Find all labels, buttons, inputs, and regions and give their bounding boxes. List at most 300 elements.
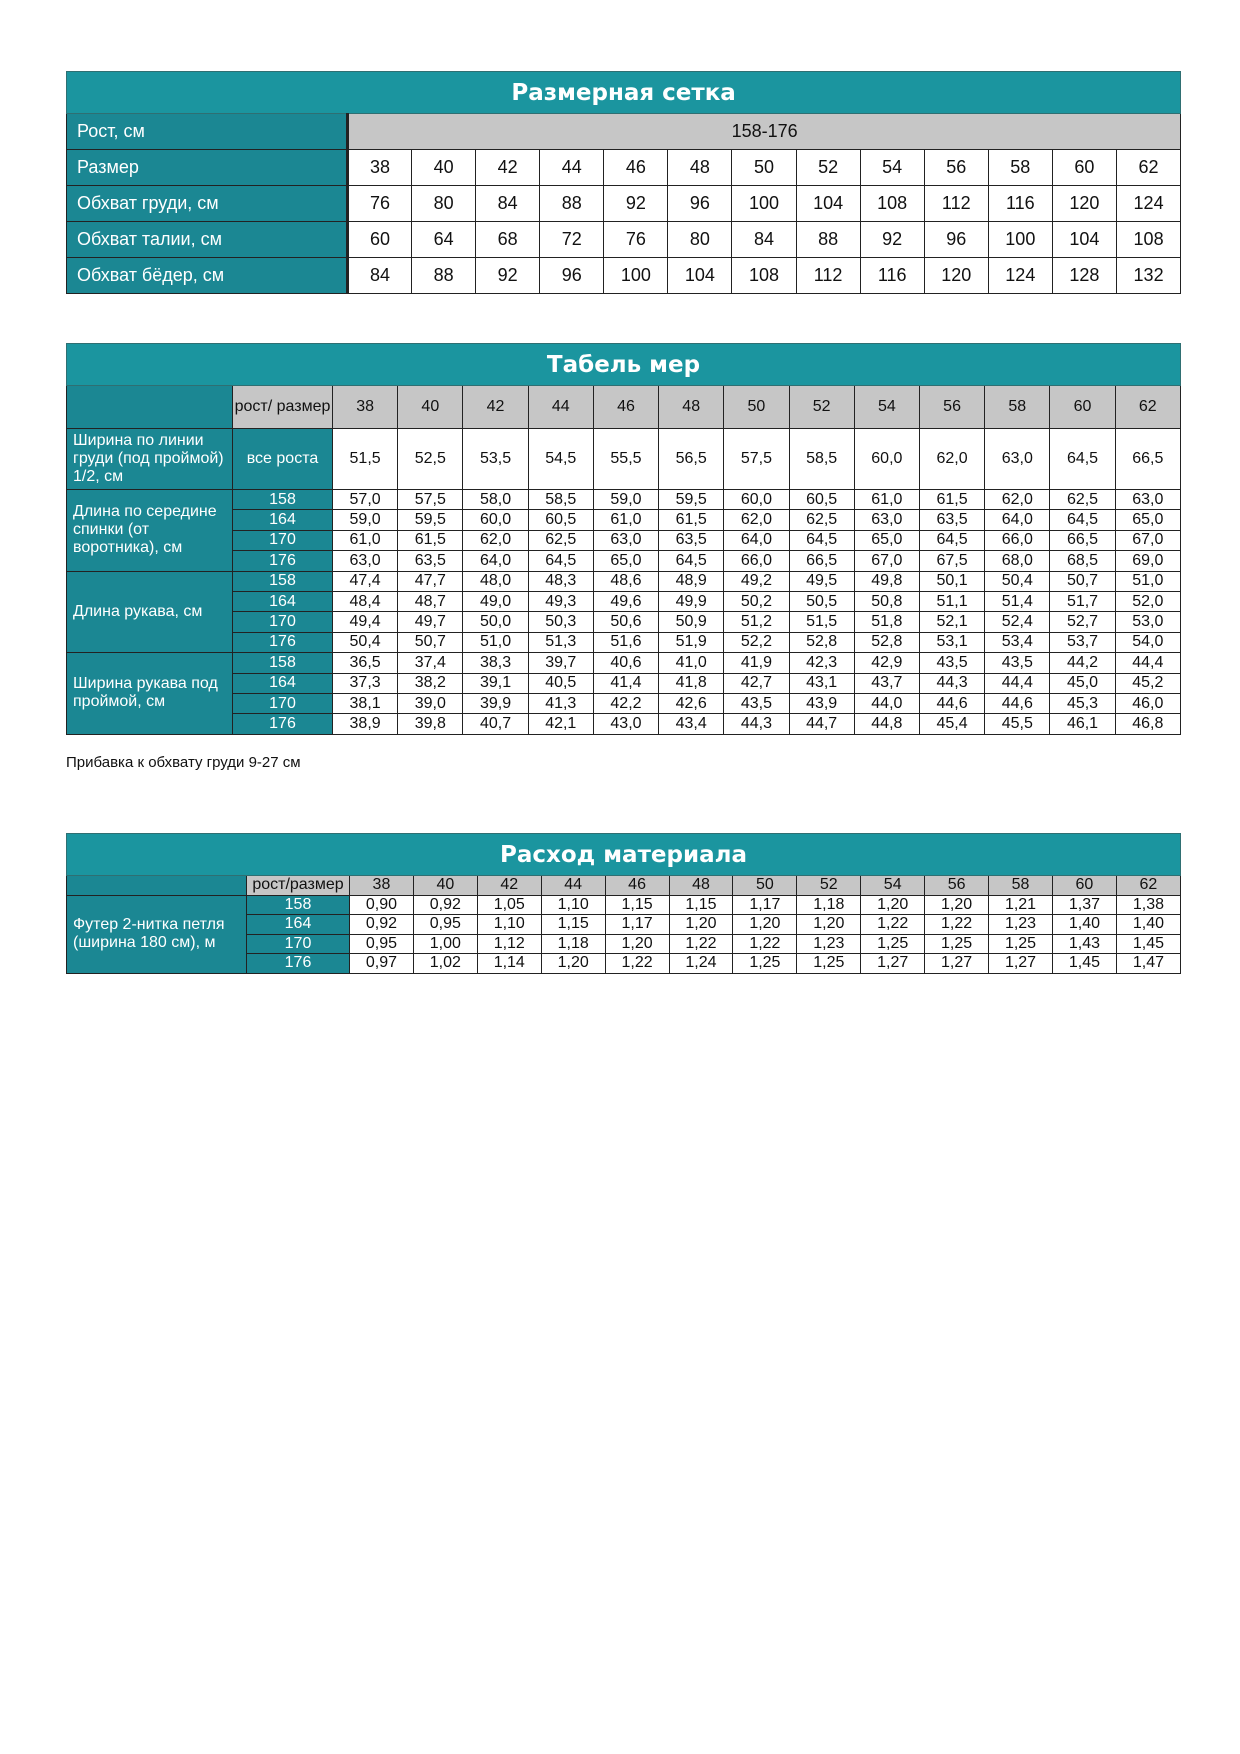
value-cell: 62,5 bbox=[789, 510, 854, 530]
table-row bbox=[67, 551, 1181, 571]
value-cell: 0,95 bbox=[413, 915, 477, 935]
value-cell: 1,24 bbox=[669, 954, 733, 974]
value-cell: 64,5 bbox=[789, 530, 854, 550]
value-cell: 49,0 bbox=[463, 591, 528, 611]
value-cell: 1,27 bbox=[861, 954, 925, 974]
height-cell: 158 bbox=[247, 895, 350, 915]
size-header-cell: 44 bbox=[528, 386, 593, 429]
size-grid-table bbox=[66, 71, 1181, 294]
value-cell: 44,6 bbox=[919, 693, 984, 713]
height-cell: 164 bbox=[233, 510, 333, 530]
value-cell: 54,5 bbox=[528, 429, 593, 490]
value-cell: 44,7 bbox=[789, 714, 854, 734]
value-cell: 44,0 bbox=[854, 693, 919, 713]
value-cell: 39,0 bbox=[398, 693, 463, 713]
value-cell: 1,25 bbox=[861, 934, 925, 954]
value-cell: 44,6 bbox=[985, 693, 1050, 713]
value-cell: 63,0 bbox=[593, 530, 658, 550]
value-cell: 0,92 bbox=[350, 915, 414, 935]
value-cell: 66,5 bbox=[789, 551, 854, 571]
table-row bbox=[67, 653, 1181, 673]
value-cell: 59,5 bbox=[659, 490, 724, 510]
table-row bbox=[67, 510, 1181, 530]
value-cell: 112 bbox=[796, 258, 860, 294]
value-cell: 96 bbox=[924, 222, 988, 258]
value-cell: 60 bbox=[348, 222, 412, 258]
value-cell: 1,02 bbox=[413, 954, 477, 974]
value-cell: 1,15 bbox=[669, 895, 733, 915]
value-cell: 116 bbox=[988, 186, 1052, 222]
value-cell: 1,23 bbox=[989, 915, 1053, 935]
value-cell: 120 bbox=[924, 258, 988, 294]
value-cell: 112 bbox=[924, 186, 988, 222]
value-cell: 38,9 bbox=[333, 714, 398, 734]
value-cell: 39,7 bbox=[528, 653, 593, 673]
value-cell: 58,0 bbox=[463, 490, 528, 510]
height-cell: 164 bbox=[247, 915, 350, 935]
value-cell: 40,6 bbox=[593, 653, 658, 673]
size-header-cell: 58 bbox=[988, 150, 1052, 186]
value-cell: 64,5 bbox=[1050, 510, 1115, 530]
value-cell: 128 bbox=[1052, 258, 1116, 294]
value-cell: 68,0 bbox=[985, 551, 1050, 571]
value-cell: 1,10 bbox=[541, 895, 605, 915]
size-header-cell: 54 bbox=[854, 386, 919, 429]
value-cell: 1,05 bbox=[477, 895, 541, 915]
value-cell: 47,7 bbox=[398, 571, 463, 591]
value-cell: 42,1 bbox=[528, 714, 593, 734]
value-cell: 100 bbox=[988, 222, 1052, 258]
value-cell: 59,5 bbox=[398, 510, 463, 530]
height-cell: все роста bbox=[233, 429, 333, 490]
size-header-cell: 48 bbox=[668, 150, 732, 186]
value-cell: 1,00 bbox=[413, 934, 477, 954]
corner-blank bbox=[67, 876, 247, 896]
value-cell: 51,5 bbox=[333, 429, 398, 490]
value-cell: 48,0 bbox=[463, 571, 528, 591]
size-header-cell: 50 bbox=[733, 876, 797, 896]
value-cell: 40,5 bbox=[528, 673, 593, 693]
value-cell: 51,1 bbox=[919, 591, 984, 611]
value-cell: 1,20 bbox=[733, 915, 797, 935]
value-cell: 50,8 bbox=[854, 591, 919, 611]
value-cell: 1,40 bbox=[1052, 915, 1116, 935]
value-cell: 49,8 bbox=[854, 571, 919, 591]
value-cell: 63,0 bbox=[333, 551, 398, 571]
value-cell: 65,0 bbox=[854, 530, 919, 550]
value-cell: 1,23 bbox=[797, 934, 861, 954]
value-cell: 88 bbox=[796, 222, 860, 258]
value-cell: 36,5 bbox=[333, 653, 398, 673]
value-cell: 50,4 bbox=[985, 571, 1050, 591]
value-cell: 63,0 bbox=[854, 510, 919, 530]
table-row bbox=[67, 714, 1181, 734]
value-cell: 53,7 bbox=[1050, 632, 1115, 652]
value-cell: 100 bbox=[604, 258, 668, 294]
value-cell: 47,4 bbox=[333, 571, 398, 591]
height-cell: 170 bbox=[233, 612, 333, 632]
value-cell: 60,0 bbox=[854, 429, 919, 490]
value-cell: 1,10 bbox=[477, 915, 541, 935]
value-cell: 52,0 bbox=[1115, 591, 1180, 611]
value-cell: 44,3 bbox=[724, 714, 789, 734]
value-cell: 60,0 bbox=[463, 510, 528, 530]
value-cell: 53,0 bbox=[1115, 612, 1180, 632]
value-cell: 57,5 bbox=[398, 490, 463, 510]
size-header-cell: 62 bbox=[1115, 386, 1180, 429]
value-cell: 51,8 bbox=[854, 612, 919, 632]
size-header-cell: 40 bbox=[413, 876, 477, 896]
value-cell: 1,47 bbox=[1116, 954, 1180, 974]
size-header-cell: 52 bbox=[796, 150, 860, 186]
value-cell: 64 bbox=[412, 222, 476, 258]
value-cell: 44,3 bbox=[919, 673, 984, 693]
chest-width-label: Ширина по линии груди (под проймой) 1/2, см bbox=[67, 429, 233, 490]
value-cell: 76 bbox=[348, 186, 412, 222]
value-cell: 62,0 bbox=[985, 490, 1050, 510]
group-label: Длина по середине спинки (от воротника), см bbox=[67, 490, 233, 572]
value-cell: 53,5 bbox=[463, 429, 528, 490]
size-header-cell: 50 bbox=[724, 386, 789, 429]
value-cell: 50,9 bbox=[659, 612, 724, 632]
value-cell: 52,8 bbox=[854, 632, 919, 652]
size-header-cell: 42 bbox=[463, 386, 528, 429]
value-cell: 52,7 bbox=[1050, 612, 1115, 632]
height-cell: 176 bbox=[233, 551, 333, 571]
value-cell: 76 bbox=[604, 222, 668, 258]
value-cell: 61,0 bbox=[333, 530, 398, 550]
measure-table-title: Табель мер bbox=[67, 344, 1181, 386]
value-cell: 49,5 bbox=[789, 571, 854, 591]
size-label: Размер bbox=[67, 150, 348, 186]
value-cell: 67,5 bbox=[919, 551, 984, 571]
value-cell: 61,5 bbox=[659, 510, 724, 530]
value-cell: 88 bbox=[540, 186, 604, 222]
size-header-cell: 56 bbox=[919, 386, 984, 429]
height-cell: 170 bbox=[247, 934, 350, 954]
value-cell: 48,6 bbox=[593, 571, 658, 591]
value-cell: 59,0 bbox=[333, 510, 398, 530]
size-header-cell: 40 bbox=[412, 150, 476, 186]
value-cell: 1,25 bbox=[989, 934, 1053, 954]
value-cell: 1,40 bbox=[1116, 915, 1180, 935]
value-cell: 1,15 bbox=[541, 915, 605, 935]
value-cell: 1,27 bbox=[925, 954, 989, 974]
value-cell: 92 bbox=[476, 258, 540, 294]
value-cell: 63,5 bbox=[398, 551, 463, 571]
value-cell: 50,6 bbox=[593, 612, 658, 632]
value-cell: 57,5 bbox=[724, 429, 789, 490]
value-cell: 48,3 bbox=[528, 571, 593, 591]
size-header-cell: 38 bbox=[333, 386, 398, 429]
value-cell: 51,3 bbox=[528, 632, 593, 652]
size-header-cell: 60 bbox=[1052, 150, 1116, 186]
value-cell: 51,4 bbox=[985, 591, 1050, 611]
value-cell: 62,0 bbox=[724, 510, 789, 530]
value-cell: 1,25 bbox=[925, 934, 989, 954]
value-cell: 72 bbox=[540, 222, 604, 258]
value-cell: 43,5 bbox=[985, 653, 1050, 673]
value-cell: 1,17 bbox=[605, 915, 669, 935]
value-cell: 43,4 bbox=[659, 714, 724, 734]
value-cell: 42,3 bbox=[789, 653, 854, 673]
value-cell: 43,5 bbox=[724, 693, 789, 713]
value-cell: 44,4 bbox=[1115, 653, 1180, 673]
value-cell: 120 bbox=[1052, 186, 1116, 222]
value-cell: 66,0 bbox=[724, 551, 789, 571]
value-cell: 1,14 bbox=[477, 954, 541, 974]
size-header-cell: 40 bbox=[398, 386, 463, 429]
size-header-cell: 58 bbox=[989, 876, 1053, 896]
value-cell: 51,0 bbox=[463, 632, 528, 652]
size-header-cell: 60 bbox=[1052, 876, 1116, 896]
value-cell: 64,0 bbox=[985, 510, 1050, 530]
value-cell: 41,9 bbox=[724, 653, 789, 673]
value-cell: 1,17 bbox=[733, 895, 797, 915]
value-cell: 63,5 bbox=[919, 510, 984, 530]
value-cell: 62,0 bbox=[919, 429, 984, 490]
size-header-cell: 44 bbox=[540, 150, 604, 186]
value-cell: 46,8 bbox=[1115, 714, 1180, 734]
value-cell: 0,97 bbox=[350, 954, 414, 974]
value-cell: 108 bbox=[732, 258, 796, 294]
value-cell: 43,0 bbox=[593, 714, 658, 734]
value-cell: 66,5 bbox=[1115, 429, 1180, 490]
value-cell: 38,1 bbox=[333, 693, 398, 713]
value-cell: 37,3 bbox=[333, 673, 398, 693]
value-cell: 49,7 bbox=[398, 612, 463, 632]
value-cell: 38,3 bbox=[463, 653, 528, 673]
size-grid-title: Размерная сетка bbox=[67, 72, 1181, 114]
value-cell: 39,8 bbox=[398, 714, 463, 734]
value-cell: 65,0 bbox=[1115, 510, 1180, 530]
material-table-title: Расход материала bbox=[67, 834, 1181, 876]
row-label: Обхват груди, см bbox=[67, 186, 348, 222]
value-cell: 1,12 bbox=[477, 934, 541, 954]
table-row bbox=[67, 530, 1181, 550]
value-cell: 48,9 bbox=[659, 571, 724, 591]
value-cell: 1,20 bbox=[605, 934, 669, 954]
size-header-cell: 54 bbox=[860, 150, 924, 186]
value-cell: 1,37 bbox=[1052, 895, 1116, 915]
value-cell: 44,4 bbox=[985, 673, 1050, 693]
fabric-label: Футер 2-нитка петля (ширина 180 см), м bbox=[67, 895, 247, 973]
value-cell: 64,0 bbox=[724, 530, 789, 550]
value-cell: 104 bbox=[796, 186, 860, 222]
value-cell: 1,38 bbox=[1116, 895, 1180, 915]
table-row bbox=[67, 222, 1181, 258]
value-cell: 1,25 bbox=[733, 954, 797, 974]
value-cell: 62,5 bbox=[1050, 490, 1115, 510]
height-cell: 176 bbox=[233, 632, 333, 652]
value-cell: 1,18 bbox=[541, 934, 605, 954]
value-cell: 84 bbox=[348, 258, 412, 294]
table-row bbox=[67, 571, 1181, 591]
value-cell: 48,4 bbox=[333, 591, 398, 611]
value-cell: 58,5 bbox=[528, 490, 593, 510]
size-header-cell: 48 bbox=[669, 876, 733, 896]
value-cell: 42,2 bbox=[593, 693, 658, 713]
value-cell: 52,2 bbox=[724, 632, 789, 652]
value-cell: 68,5 bbox=[1050, 551, 1115, 571]
table-row bbox=[67, 490, 1181, 510]
value-cell: 49,2 bbox=[724, 571, 789, 591]
value-cell: 64,0 bbox=[463, 551, 528, 571]
value-cell: 64,5 bbox=[528, 551, 593, 571]
value-cell: 41,4 bbox=[593, 673, 658, 693]
value-cell: 60,0 bbox=[724, 490, 789, 510]
value-cell: 63,5 bbox=[659, 530, 724, 550]
size-header-cell: 42 bbox=[476, 150, 540, 186]
value-cell: 50,4 bbox=[333, 632, 398, 652]
row-label: Обхват талии, см bbox=[67, 222, 348, 258]
table-row bbox=[67, 693, 1181, 713]
size-header-cell: 38 bbox=[348, 150, 412, 186]
value-cell: 60,5 bbox=[528, 510, 593, 530]
value-cell: 61,0 bbox=[854, 490, 919, 510]
value-cell: 132 bbox=[1116, 258, 1180, 294]
value-cell: 1,22 bbox=[733, 934, 797, 954]
value-cell: 61,0 bbox=[593, 510, 658, 530]
value-cell: 1,22 bbox=[925, 915, 989, 935]
size-header-cell: 52 bbox=[797, 876, 861, 896]
table-row bbox=[67, 258, 1181, 294]
value-cell: 1,20 bbox=[541, 954, 605, 974]
value-cell: 69,0 bbox=[1115, 551, 1180, 571]
table-row bbox=[67, 591, 1181, 611]
value-cell: 48,7 bbox=[398, 591, 463, 611]
value-cell: 1,45 bbox=[1052, 954, 1116, 974]
value-cell: 64,5 bbox=[919, 530, 984, 550]
value-cell: 92 bbox=[604, 186, 668, 222]
value-cell: 60,5 bbox=[789, 490, 854, 510]
size-header-cell: 58 bbox=[985, 386, 1050, 429]
value-cell: 1,20 bbox=[861, 895, 925, 915]
size-header-cell: 62 bbox=[1116, 876, 1180, 896]
height-size-corner: рост/ размер bbox=[233, 386, 333, 429]
size-header-cell: 52 bbox=[789, 386, 854, 429]
value-cell: 45,2 bbox=[1115, 673, 1180, 693]
value-cell: 0,95 bbox=[350, 934, 414, 954]
size-header-cell: 46 bbox=[605, 876, 669, 896]
value-cell: 84 bbox=[732, 222, 796, 258]
group-label: Длина рукава, см bbox=[67, 571, 233, 653]
value-cell: 45,3 bbox=[1050, 693, 1115, 713]
value-cell: 1,22 bbox=[605, 954, 669, 974]
value-cell: 0,92 bbox=[413, 895, 477, 915]
size-header-cell: 56 bbox=[924, 150, 988, 186]
value-cell: 53,1 bbox=[919, 632, 984, 652]
value-cell: 124 bbox=[988, 258, 1052, 294]
value-cell: 51,6 bbox=[593, 632, 658, 652]
value-cell: 42,6 bbox=[659, 693, 724, 713]
value-cell: 1,18 bbox=[797, 895, 861, 915]
material-table bbox=[66, 833, 1181, 974]
value-cell: 43,9 bbox=[789, 693, 854, 713]
value-cell: 44,8 bbox=[854, 714, 919, 734]
value-cell: 51,7 bbox=[1050, 591, 1115, 611]
height-cell: 176 bbox=[247, 954, 350, 974]
value-cell: 96 bbox=[540, 258, 604, 294]
value-cell: 58,5 bbox=[789, 429, 854, 490]
value-cell: 1,20 bbox=[925, 895, 989, 915]
value-cell: 64,5 bbox=[1050, 429, 1115, 490]
value-cell: 80 bbox=[668, 222, 732, 258]
size-header-cell: 54 bbox=[861, 876, 925, 896]
value-cell: 1,22 bbox=[861, 915, 925, 935]
value-cell: 96 bbox=[668, 186, 732, 222]
value-cell: 37,4 bbox=[398, 653, 463, 673]
value-cell: 42,9 bbox=[854, 653, 919, 673]
value-cell: 66,5 bbox=[1050, 530, 1115, 550]
height-cell: 164 bbox=[233, 591, 333, 611]
row-label: Обхват бёдер, см bbox=[67, 258, 348, 294]
size-header-cell: 62 bbox=[1116, 150, 1180, 186]
measure-table bbox=[66, 343, 1181, 735]
value-cell: 55,5 bbox=[593, 429, 658, 490]
height-size-corner: рост/размер bbox=[247, 876, 350, 896]
value-cell: 108 bbox=[860, 186, 924, 222]
value-cell: 38,2 bbox=[398, 673, 463, 693]
value-cell: 88 bbox=[412, 258, 476, 294]
value-cell: 67,0 bbox=[854, 551, 919, 571]
value-cell: 104 bbox=[1052, 222, 1116, 258]
value-cell: 49,6 bbox=[593, 591, 658, 611]
value-cell: 51,5 bbox=[789, 612, 854, 632]
value-cell: 41,3 bbox=[528, 693, 593, 713]
size-header-cell: 42 bbox=[477, 876, 541, 896]
size-header-cell: 50 bbox=[732, 150, 796, 186]
value-cell: 45,4 bbox=[919, 714, 984, 734]
value-cell: 46,0 bbox=[1115, 693, 1180, 713]
height-cell: 170 bbox=[233, 693, 333, 713]
size-header-cell: 44 bbox=[541, 876, 605, 896]
value-cell: 45,5 bbox=[985, 714, 1050, 734]
value-cell: 50,5 bbox=[789, 591, 854, 611]
value-cell: 54,0 bbox=[1115, 632, 1180, 652]
value-cell: 53,4 bbox=[985, 632, 1050, 652]
value-cell: 1,45 bbox=[1116, 934, 1180, 954]
size-header-cell: 46 bbox=[604, 150, 668, 186]
value-cell: 59,0 bbox=[593, 490, 658, 510]
height-cell: 158 bbox=[233, 571, 333, 591]
height-cell: 164 bbox=[233, 673, 333, 693]
table-row bbox=[67, 895, 1181, 915]
size-header-cell: 46 bbox=[593, 386, 658, 429]
value-cell: 50,3 bbox=[528, 612, 593, 632]
value-cell: 80 bbox=[412, 186, 476, 222]
value-cell: 63,0 bbox=[985, 429, 1050, 490]
value-cell: 41,0 bbox=[659, 653, 724, 673]
value-cell: 49,3 bbox=[528, 591, 593, 611]
value-cell: 62,0 bbox=[463, 530, 528, 550]
height-cell: 158 bbox=[233, 653, 333, 673]
value-cell: 66,0 bbox=[985, 530, 1050, 550]
value-cell: 1,25 bbox=[797, 954, 861, 974]
height-cell: 158 bbox=[233, 490, 333, 510]
value-cell: 50,7 bbox=[1050, 571, 1115, 591]
value-cell: 51,9 bbox=[659, 632, 724, 652]
value-cell: 64,5 bbox=[659, 551, 724, 571]
table-row bbox=[67, 186, 1181, 222]
value-cell: 0,90 bbox=[350, 895, 414, 915]
group-label: Ширина рукава под проймой, см bbox=[67, 653, 233, 735]
value-cell: 1,21 bbox=[989, 895, 1053, 915]
height-cell: 170 bbox=[233, 530, 333, 550]
value-cell: 56,5 bbox=[659, 429, 724, 490]
value-cell: 104 bbox=[668, 258, 732, 294]
value-cell: 49,9 bbox=[659, 591, 724, 611]
